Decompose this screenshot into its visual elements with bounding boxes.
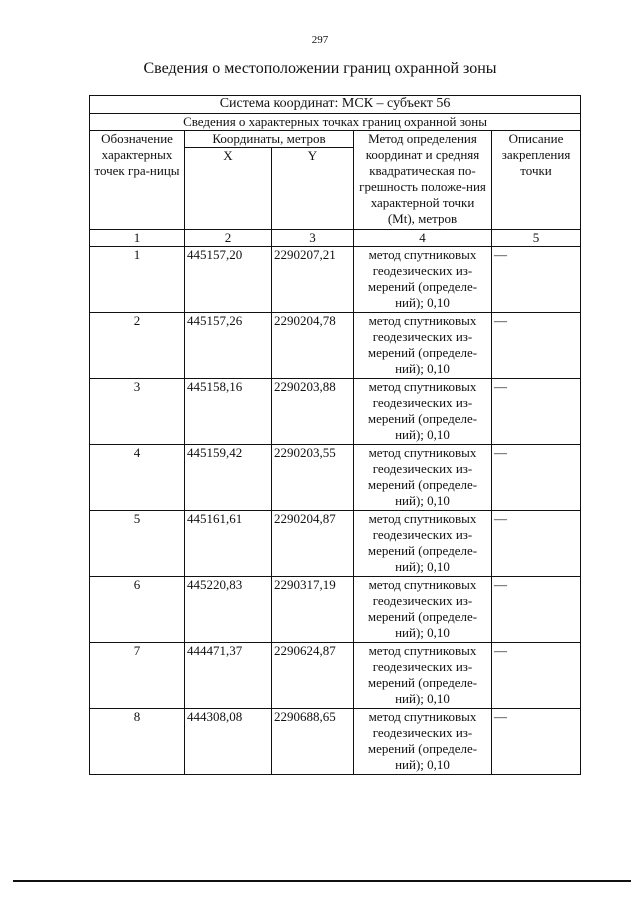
- description-dash: —: [492, 709, 581, 775]
- point-id: 3: [90, 379, 185, 445]
- method-text: метод спутниковых геодезических из-мерений (определе-ний); 0,10: [354, 379, 492, 445]
- page-number: 297: [311, 34, 329, 46]
- point-id: 7: [90, 643, 185, 709]
- y-coordinate: 2290203,55: [272, 445, 354, 511]
- method-text: метод спутниковых геодезических из-мерений (определе-ний); 0,10: [354, 247, 492, 313]
- y-coordinate: 2290207,21: [272, 247, 354, 313]
- col-header-y: Y: [272, 148, 354, 230]
- x-coordinate: 444308,08: [185, 709, 272, 775]
- point-id: 6: [90, 577, 185, 643]
- method-text: метод спутниковых геодезических из-мерений (определе-ний); 0,10: [354, 511, 492, 577]
- col-header-description: Описание закрепления точки: [492, 131, 581, 230]
- col-header-x: X: [185, 148, 272, 230]
- coordinate-system-header: Система координат: МСК – субъект 56: [90, 96, 581, 114]
- x-coordinate: 445158,16: [185, 379, 272, 445]
- table-row: [90, 379, 581, 445]
- y-coordinate: 2290203,88: [272, 379, 354, 445]
- x-coordinate: 445157,26: [185, 313, 272, 379]
- x-coordinate: 444471,37: [185, 643, 272, 709]
- description-dash: —: [492, 247, 581, 313]
- point-id: 2: [90, 313, 185, 379]
- boundary-points-table: [89, 95, 581, 775]
- x-coordinate: 445157,20: [185, 247, 272, 313]
- col-number: 4: [354, 230, 492, 247]
- bottom-rule: [13, 880, 631, 882]
- y-coordinate: 2290204,78: [272, 313, 354, 379]
- col-header-point: Обозначение характерных точек гра-ницы: [90, 131, 185, 230]
- x-coordinate: 445159,42: [185, 445, 272, 511]
- y-coordinate: 2290624,87: [272, 643, 354, 709]
- table-row: [90, 247, 581, 313]
- col-number: 2: [185, 230, 272, 247]
- points-subheader: Сведения о характерных точках границ охранной зоны: [90, 114, 581, 131]
- y-coordinate: 2290688,65: [272, 709, 354, 775]
- description-dash: —: [492, 511, 581, 577]
- method-text: метод спутниковых геодезических из-мерений (определе-ний); 0,10: [354, 709, 492, 775]
- col-header-coordinates: Координаты, метров: [185, 131, 354, 148]
- col-number: 3: [272, 230, 354, 247]
- table-row: [90, 709, 581, 775]
- table-row: [90, 445, 581, 511]
- point-id: 1: [90, 247, 185, 313]
- description-dash: —: [492, 313, 581, 379]
- method-text: метод спутниковых геодезических из-мерений (определе-ний); 0,10: [354, 643, 492, 709]
- description-dash: —: [492, 379, 581, 445]
- x-coordinate: 445220,83: [185, 577, 272, 643]
- col-number: 1: [90, 230, 185, 247]
- method-text: метод спутниковых геодезических из-мерений (определе-ний); 0,10: [354, 445, 492, 511]
- col-number: 5: [492, 230, 581, 247]
- description-dash: —: [492, 643, 581, 709]
- table-row: [90, 313, 581, 379]
- document-title: Сведения о местоположении границ охранной зоны: [143, 60, 497, 77]
- method-text: метод спутниковых геодезических из-мерений (определе-ний); 0,10: [354, 313, 492, 379]
- y-coordinate: 2290204,87: [272, 511, 354, 577]
- description-dash: —: [492, 577, 581, 643]
- table-row: [90, 643, 581, 709]
- point-id: 4: [90, 445, 185, 511]
- point-id: 8: [90, 709, 185, 775]
- col-header-method: Метод определения координат и средняя квадратическая по-грешность положе-ния характерной точки (Mt), метров: [354, 131, 492, 230]
- table-row: [90, 511, 581, 577]
- x-coordinate: 445161,61: [185, 511, 272, 577]
- method-text: метод спутниковых геодезических из-мерений (определе-ний); 0,10: [354, 577, 492, 643]
- table-row: [90, 577, 581, 643]
- y-coordinate: 2290317,19: [272, 577, 354, 643]
- point-id: 5: [90, 511, 185, 577]
- description-dash: —: [492, 445, 581, 511]
